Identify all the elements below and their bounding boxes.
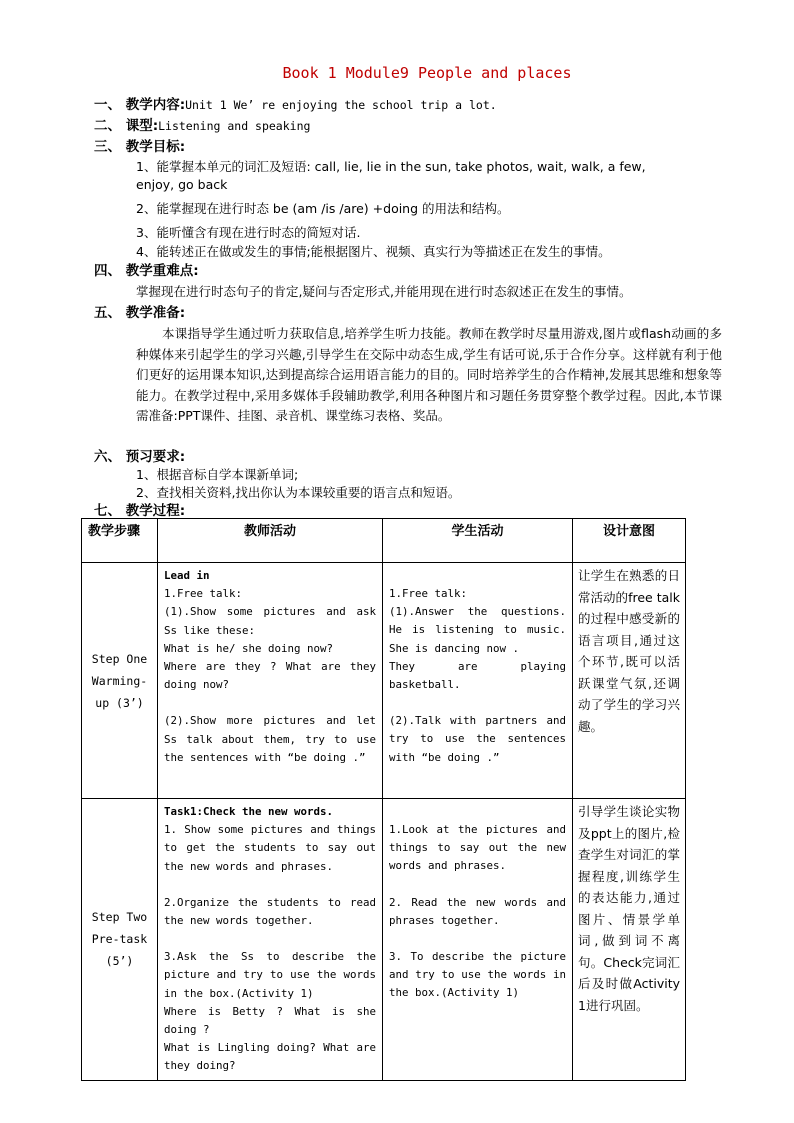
teacher-line: (2).Show more pictures and let Ss talk about them, try to use the sentences with “be doing .”	[164, 714, 376, 764]
teacher-line: 1. Show some pictures and things to get the students to say out the new words and phrases.	[164, 823, 376, 873]
step-cell: Step Two Pre-task (5’)	[82, 799, 158, 1081]
student-activity-cell	[383, 799, 573, 1081]
design-intent-cell: 引导学生谈论实物及ppt上的图片,检查学生对词汇的掌握程度,训练学生的表达能力,通过图片、情景学单词,做到词不离句。Check完词汇后及时做Activity 1进行巩固。	[573, 799, 686, 1081]
preview-item: 2、查找相关资料,找出你认为本课较重要的语言点和短语。	[136, 485, 461, 500]
goal-item: 4、能转述正在做或发生的事情;能根据图片、视频、真实行为等描述正在发生的事情。	[136, 244, 611, 259]
teacher-line: Where are they ? What are they doing now?	[164, 660, 376, 692]
preparation-text: 本课指导学生通过听力获取信息,培养学生听力技能。教师在教学时尽量用游戏,图片或flash动画的多种媒体来引起学生的学习兴趣,引导学生在交际中动态生成,学生有话可说,乐于合作分享。这样就有利于他们更好的运用课本知识,达到提高综合运用语言能力的目的。同时培养学生的合作精神,发展其思维和想象等能力。在教学过程中,采用多媒体手段辅助教学,利用各种图片和习题任务贯穿整个教学过程。因此,本节课需准备:PPT课件、挂图、录音机、课堂练习表格、奖品。	[136, 326, 722, 423]
section-preparation	[94, 304, 185, 323]
section-label: 六、 预习要求:	[94, 449, 186, 465]
student-line: (2).Talk with partners and try to use the sentences with “be doing .”	[389, 714, 566, 764]
teacher-task-title: Lead in	[164, 569, 210, 582]
table-row	[82, 799, 686, 1081]
header-design: 设计意图	[573, 519, 686, 563]
process-table	[81, 518, 686, 1081]
teacher-line: Where is Betty ? What is she doing ?	[164, 1004, 376, 1037]
goal-item: 2、能掌握现在进行时态 be (am /is /are) +doing 的用法和结构。	[136, 201, 510, 216]
header-step: 教学步骤	[82, 519, 158, 563]
section-goals	[94, 138, 185, 157]
teacher-line: (1).Show some pictures and ask Ss like these:	[164, 605, 376, 637]
teacher-line: 2.Organize the students to read the new words together.	[164, 895, 376, 928]
goal-item: 1、能掌握本单元的词汇及短语: call, lie, lie in the sun, take photos, wait, walk, a few,	[136, 159, 646, 174]
teacher-activity-cell	[158, 799, 383, 1081]
key-points-text: 掌握现在进行时态句子的肯定,疑问与否定形式,并能用现在进行时态叙述正在发生的事情。	[136, 284, 632, 299]
section-label: 七、 教学过程:	[94, 503, 186, 519]
teacher-line: What is he/ she doing now?	[164, 641, 334, 655]
student-line: 2. Read the new words and phrases together.	[389, 895, 566, 927]
student-line: (1).Answer the questions. He is listening to music. She is dancing now .	[389, 605, 566, 655]
student-activity-cell	[383, 563, 573, 799]
student-line: 1.Free talk:	[389, 587, 468, 600]
section-label: 三、 教学目标:	[94, 139, 186, 155]
teacher-task-title: Task1:Check the new words.	[164, 805, 334, 818]
table-header-row	[82, 519, 686, 563]
section-text: Listening and speaking	[158, 119, 311, 133]
section-label: 四、 教学重难点:	[94, 263, 199, 279]
section-text: Unit 1 We’ re enjoying the school trip a lot.	[185, 98, 497, 112]
section-content	[94, 96, 497, 115]
student-line: 3. To describe the picture and try to use the words in the box.(Activity 1)	[389, 950, 566, 1000]
step-cell: Step One Warming-up (3’)	[82, 563, 158, 799]
teacher-activity-cell	[158, 563, 383, 799]
teacher-line: 1.Free talk:	[164, 587, 243, 601]
header-teacher: 教师活动	[158, 519, 383, 563]
goal-item: enjoy, go back	[136, 177, 228, 192]
header-student: 学生活动	[383, 519, 573, 563]
table-row	[82, 563, 686, 799]
goal-item: 3、能听懂含有现在进行时态的简短对话.	[136, 225, 361, 240]
section-label: 二、 课型:	[94, 118, 159, 134]
document-title: Book 1 Module9 People and places	[282, 64, 572, 82]
section-preview	[94, 448, 185, 467]
teacher-line: 3.Ask the Ss to describe the picture and try to use the words in the box.(Activity 1)	[164, 950, 376, 1000]
student-line: 1.Look at the pictures and things to say out the new words and phrases.	[389, 823, 566, 873]
design-intent-cell: 让学生在熟悉的日常活动的free talk的过程中感受新的语言项目,通过这个环节,既可以活跃课堂气氛,还调动了学生的学习兴趣。	[573, 563, 686, 799]
preview-item: 1、根据音标自学本课新单词;	[136, 467, 299, 482]
section-label: 五、 教学准备:	[94, 305, 186, 321]
section-label: 一、 教学内容:	[94, 97, 186, 113]
student-line: They are playing basketball.	[389, 659, 566, 692]
section-type	[94, 117, 310, 136]
teacher-line: What is Lingling doing? What are they doing?	[164, 1041, 376, 1073]
section-key-points	[94, 262, 199, 281]
